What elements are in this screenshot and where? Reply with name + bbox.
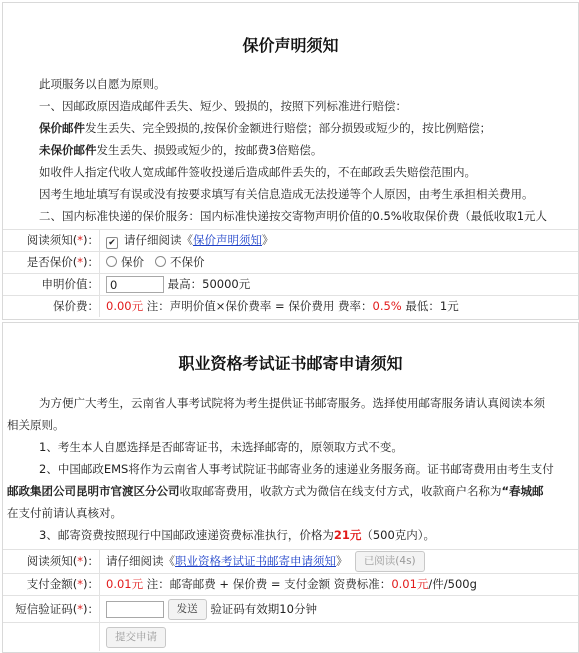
radio-icon[interactable] [155, 256, 166, 267]
declared-value-label: 申明价值： [3, 274, 100, 295]
payment-amount-value: 0.01元 [106, 577, 144, 591]
mailing-intro-1: 为方便广大考生，云南省人事考试院将为考生提供证书邮寄服务。选择使用邮寄服务请认真阅读本须 [39, 396, 545, 410]
mailing-read-row: 阅读须知(*)： 请仔细阅读《职业资格考试证书邮寄申请须知》 已阅读(4s) [3, 549, 578, 573]
send-code-button[interactable]: 发送 [168, 599, 207, 620]
payment-amount-row [3, 573, 578, 595]
mailing-notice-title: 职业资格考试证书邮寄申请须知 [178, 354, 403, 373]
notice-insured-line [39, 119, 491, 137]
insurance-fee-note: 注：声明价值×保价费率 = 保价费用 费率： [143, 299, 373, 313]
sms-code-input[interactable] [106, 601, 164, 618]
mailing-item-2: 2、中国邮政EMS将作为云南省人事考试院证书邮寄业务的速递业务服务商。证书邮寄费用由考生支付 [39, 462, 554, 476]
notice-address-line: 因考生地址填写有误或没有按要求填写有关信息造成无法投递等个人原因，由考生承担相关费用。 [39, 187, 534, 201]
notice-item-1: 一、因邮政原因造成邮件丢失、短少、毁损的，按照下列标准进行赔偿： [39, 99, 407, 113]
insure-yes-option[interactable]: 保价 [106, 255, 144, 269]
insurance-notice-title: 保价声明须知 [242, 36, 339, 55]
insurance-notice-panel [2, 2, 579, 320]
insured-label: 保价邮件 [39, 121, 85, 135]
read-notice-row: 阅读须知(*)： ✔ 请仔细阅读《保价声明须知》 [3, 229, 578, 251]
insurance-fee-row [3, 295, 578, 317]
submit-label-cell [3, 623, 100, 651]
post-branch-name: 邮政集团公司昆明市官渡区分公司 [7, 484, 180, 498]
radio-icon[interactable] [106, 256, 117, 267]
sms-code-row [3, 595, 578, 622]
sms-code-note: 验证码有效期10分钟 [210, 602, 317, 616]
insurance-fee-min: 最低：1元 [401, 299, 459, 313]
notice-signed-line: 如收件人指定代收人宽成邮件签收投递后造成邮件丢失的，不在邮政丢失赔偿范围内。 [39, 165, 476, 179]
mailing-notice-panel [2, 322, 579, 653]
declared-value-row [3, 273, 578, 295]
insurance-fee-label: 保价费： [3, 296, 100, 317]
already-read-button[interactable]: 已阅读(4s) [355, 551, 425, 572]
notice-intro: 此项服务以自愿为原则。 [39, 77, 166, 91]
payment-unit: /件/500g [428, 577, 477, 591]
insure-choice-label: 是否保价(*)： [3, 252, 100, 273]
insurance-notice-link[interactable]: 保价声明须知 [193, 233, 262, 247]
notice-uninsured-line [39, 141, 322, 159]
payment-rate: 0.01元 [391, 577, 429, 591]
mailing-read-label: 阅读须知(*)： [3, 550, 100, 573]
mailing-price: 21元 [333, 528, 362, 542]
sms-code-label: 短信验证码(*)： [3, 596, 100, 622]
insured-text: 发生丢失、完全毁损的,按保价金额进行赔偿；部分损毁或短少的，按比例赔偿； [85, 121, 492, 135]
read-notice-text: 请仔细阅读《 [124, 233, 193, 247]
mailing-item-2-cont: 邮政集团公司昆明市官渡区分公司收取邮寄费用，收款方式为微信在线支付方式，收款商户名称为“春城邮 [7, 484, 544, 498]
read-notice-label: 阅读须知(*)： [3, 230, 100, 251]
declared-max-text: 最高：50000元 [167, 277, 251, 291]
insure-choice-row [3, 251, 578, 273]
mailing-item-2-end: 在支付前请认真核对。 [7, 506, 122, 520]
mailing-intro-2: 相关原则。 [7, 418, 65, 432]
uninsured-label: 未保价邮件 [39, 143, 97, 157]
notice-domestic-line: 二、国内标准快递的保价服务：国内标准快递按交寄物声明价值的0.5%收取保价费（最低收取1元人 [39, 209, 548, 223]
submit-row [3, 622, 578, 651]
payment-amount-note: 注：邮寄邮费 + 保价费 = 支付金额 资费标准： [143, 577, 392, 591]
mailing-notice-link[interactable]: 职业资格考试证书邮寄申请须知 [175, 554, 336, 568]
mailing-item-1: 1、考生本人自愿选择是否邮寄证书，未选择邮寄的，原领取方式不变。 [39, 440, 403, 454]
insure-no-option[interactable]: 不保价 [155, 255, 205, 269]
submit-application-button[interactable]: 提交申请 [106, 627, 166, 648]
mailing-item-3: 3、邮寄资费按照现行中国邮政速递资费标准执行，价格为21元（500克内）。 [39, 528, 436, 542]
declared-value-input[interactable]: 0 [106, 276, 164, 293]
read-notice-checkbox[interactable]: ✔ [106, 237, 118, 249]
merchant-name: “春城邮 [501, 484, 544, 498]
payment-amount-label: 支付金额(*)： [3, 574, 100, 595]
insurance-fee-rate: 0.5% [372, 299, 402, 313]
uninsured-text: 发生丢失、损毁或短少的，按邮费3倍赔偿。 [96, 143, 323, 157]
insurance-fee-amount: 0.00元 [106, 299, 144, 313]
